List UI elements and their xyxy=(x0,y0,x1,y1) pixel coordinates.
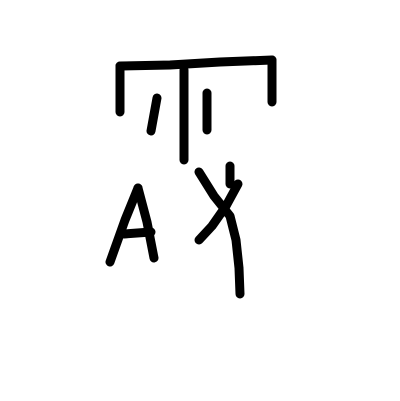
small-tick-left xyxy=(151,98,157,131)
letter-a-crossbar xyxy=(124,232,151,234)
